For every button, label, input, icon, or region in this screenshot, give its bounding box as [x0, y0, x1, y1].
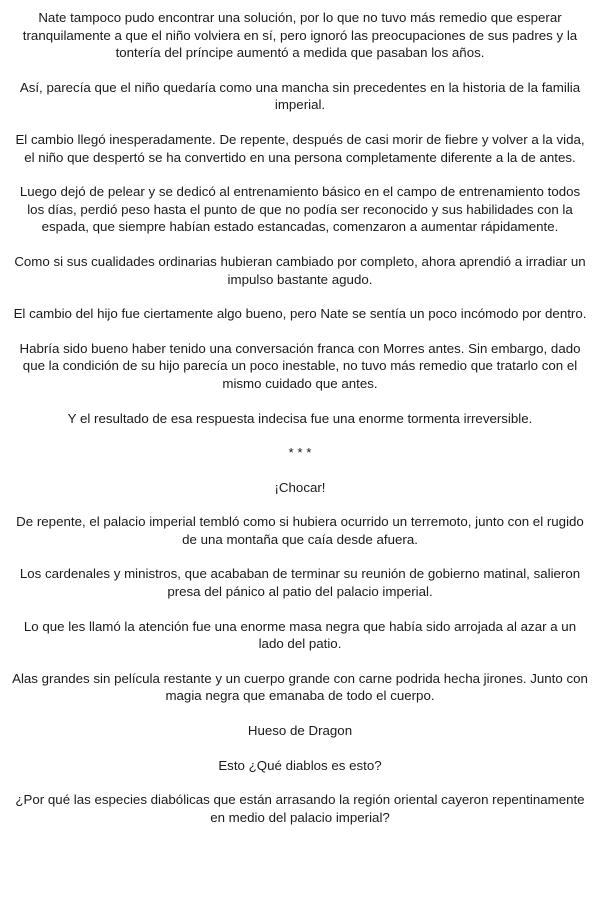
paragraph-7: Habría sido bueno haber tenido una conversación franca con Morres antes. Sin embargo, dado que la condición de su hijo parecía un poco inestable, no tuvo más remedio que tratarlo con el mismo cuidado que antes. [19, 340, 581, 391]
paragraph-2: Así, parecía que el niño quedaría como una mancha sin precedentes en la historia de la familia imperial. [19, 79, 581, 113]
paragraph-1: Nate tampoco pudo encontrar una solución, por lo que no tuvo más remedio que esperar tranquilamente a que el niño volviera en sí, pero ignoró las preocupaciones de sus padres y la tontería del príncipe aumentó a medida que pasaban los años. [22, 10, 578, 61]
paragraph-8: Y el resultado de esa respuesta indecisa fue una enorme tormenta irreversible. [67, 410, 533, 426]
scene-break: * * * [288, 445, 312, 461]
paragraph-13: Alas grandes sin película restante y un cuerpo grande con carne podrida hecha jirones. Junto con magia negra que emanaba de todo el cuerpo. [12, 670, 588, 704]
paragraph-4: Luego dejó de pelear y se dedicó al entrenamiento básico en el campo de entrenamiento todos los días, perdió peso hasta el punto de que no podía ser reconocido y sus habilidades con la espada, que siempre habían estado estancadas, comenzaron a aumentar rápidamente. [19, 184, 581, 235]
paragraph-9: ¡Chocar! [274, 479, 326, 495]
paragraph-5: Como si sus cualidades ordinarias hubieran cambiado por completo, ahora aprendió a irradiar un impulso bastante agudo. [14, 253, 586, 287]
paragraph-10: De repente, el palacio imperial tembló como si hubiera ocurrido un terremoto, junto con el rugido de una montaña que caía desde afuera. [16, 514, 584, 547]
paragraph-12: Lo que les llamó la atención fue una enorme masa negra que había sido arrojada al azar a un lado del patio. [23, 618, 577, 652]
paragraph-14: Hueso de Dragon [247, 723, 353, 739]
paragraph-15: Esto ¿Qué diablos es esto? [218, 757, 382, 773]
paragraph-16: ¿Por qué las especies diabólicas que están arrasando la región oriental cayeron repentinamente en medio del palacio imperial? [15, 792, 585, 825]
paragraph-3: El cambio llegó inesperadamente. De repente, después de casi morir de fiebre y volver a la vida, el niño que despertó se ha convertido en una persona completamente diferente a la de antes. [15, 131, 585, 165]
paragraph-11: Los cardenales y ministros, que acababan de terminar su reunión de gobierno matinal, salieron presa del pánico al patio del palacio imperial. [19, 566, 581, 600]
paragraph-6: El cambio del hijo fue ciertamente algo bueno, pero Nate se sentía un poco incómodo por dentro. [13, 306, 587, 322]
